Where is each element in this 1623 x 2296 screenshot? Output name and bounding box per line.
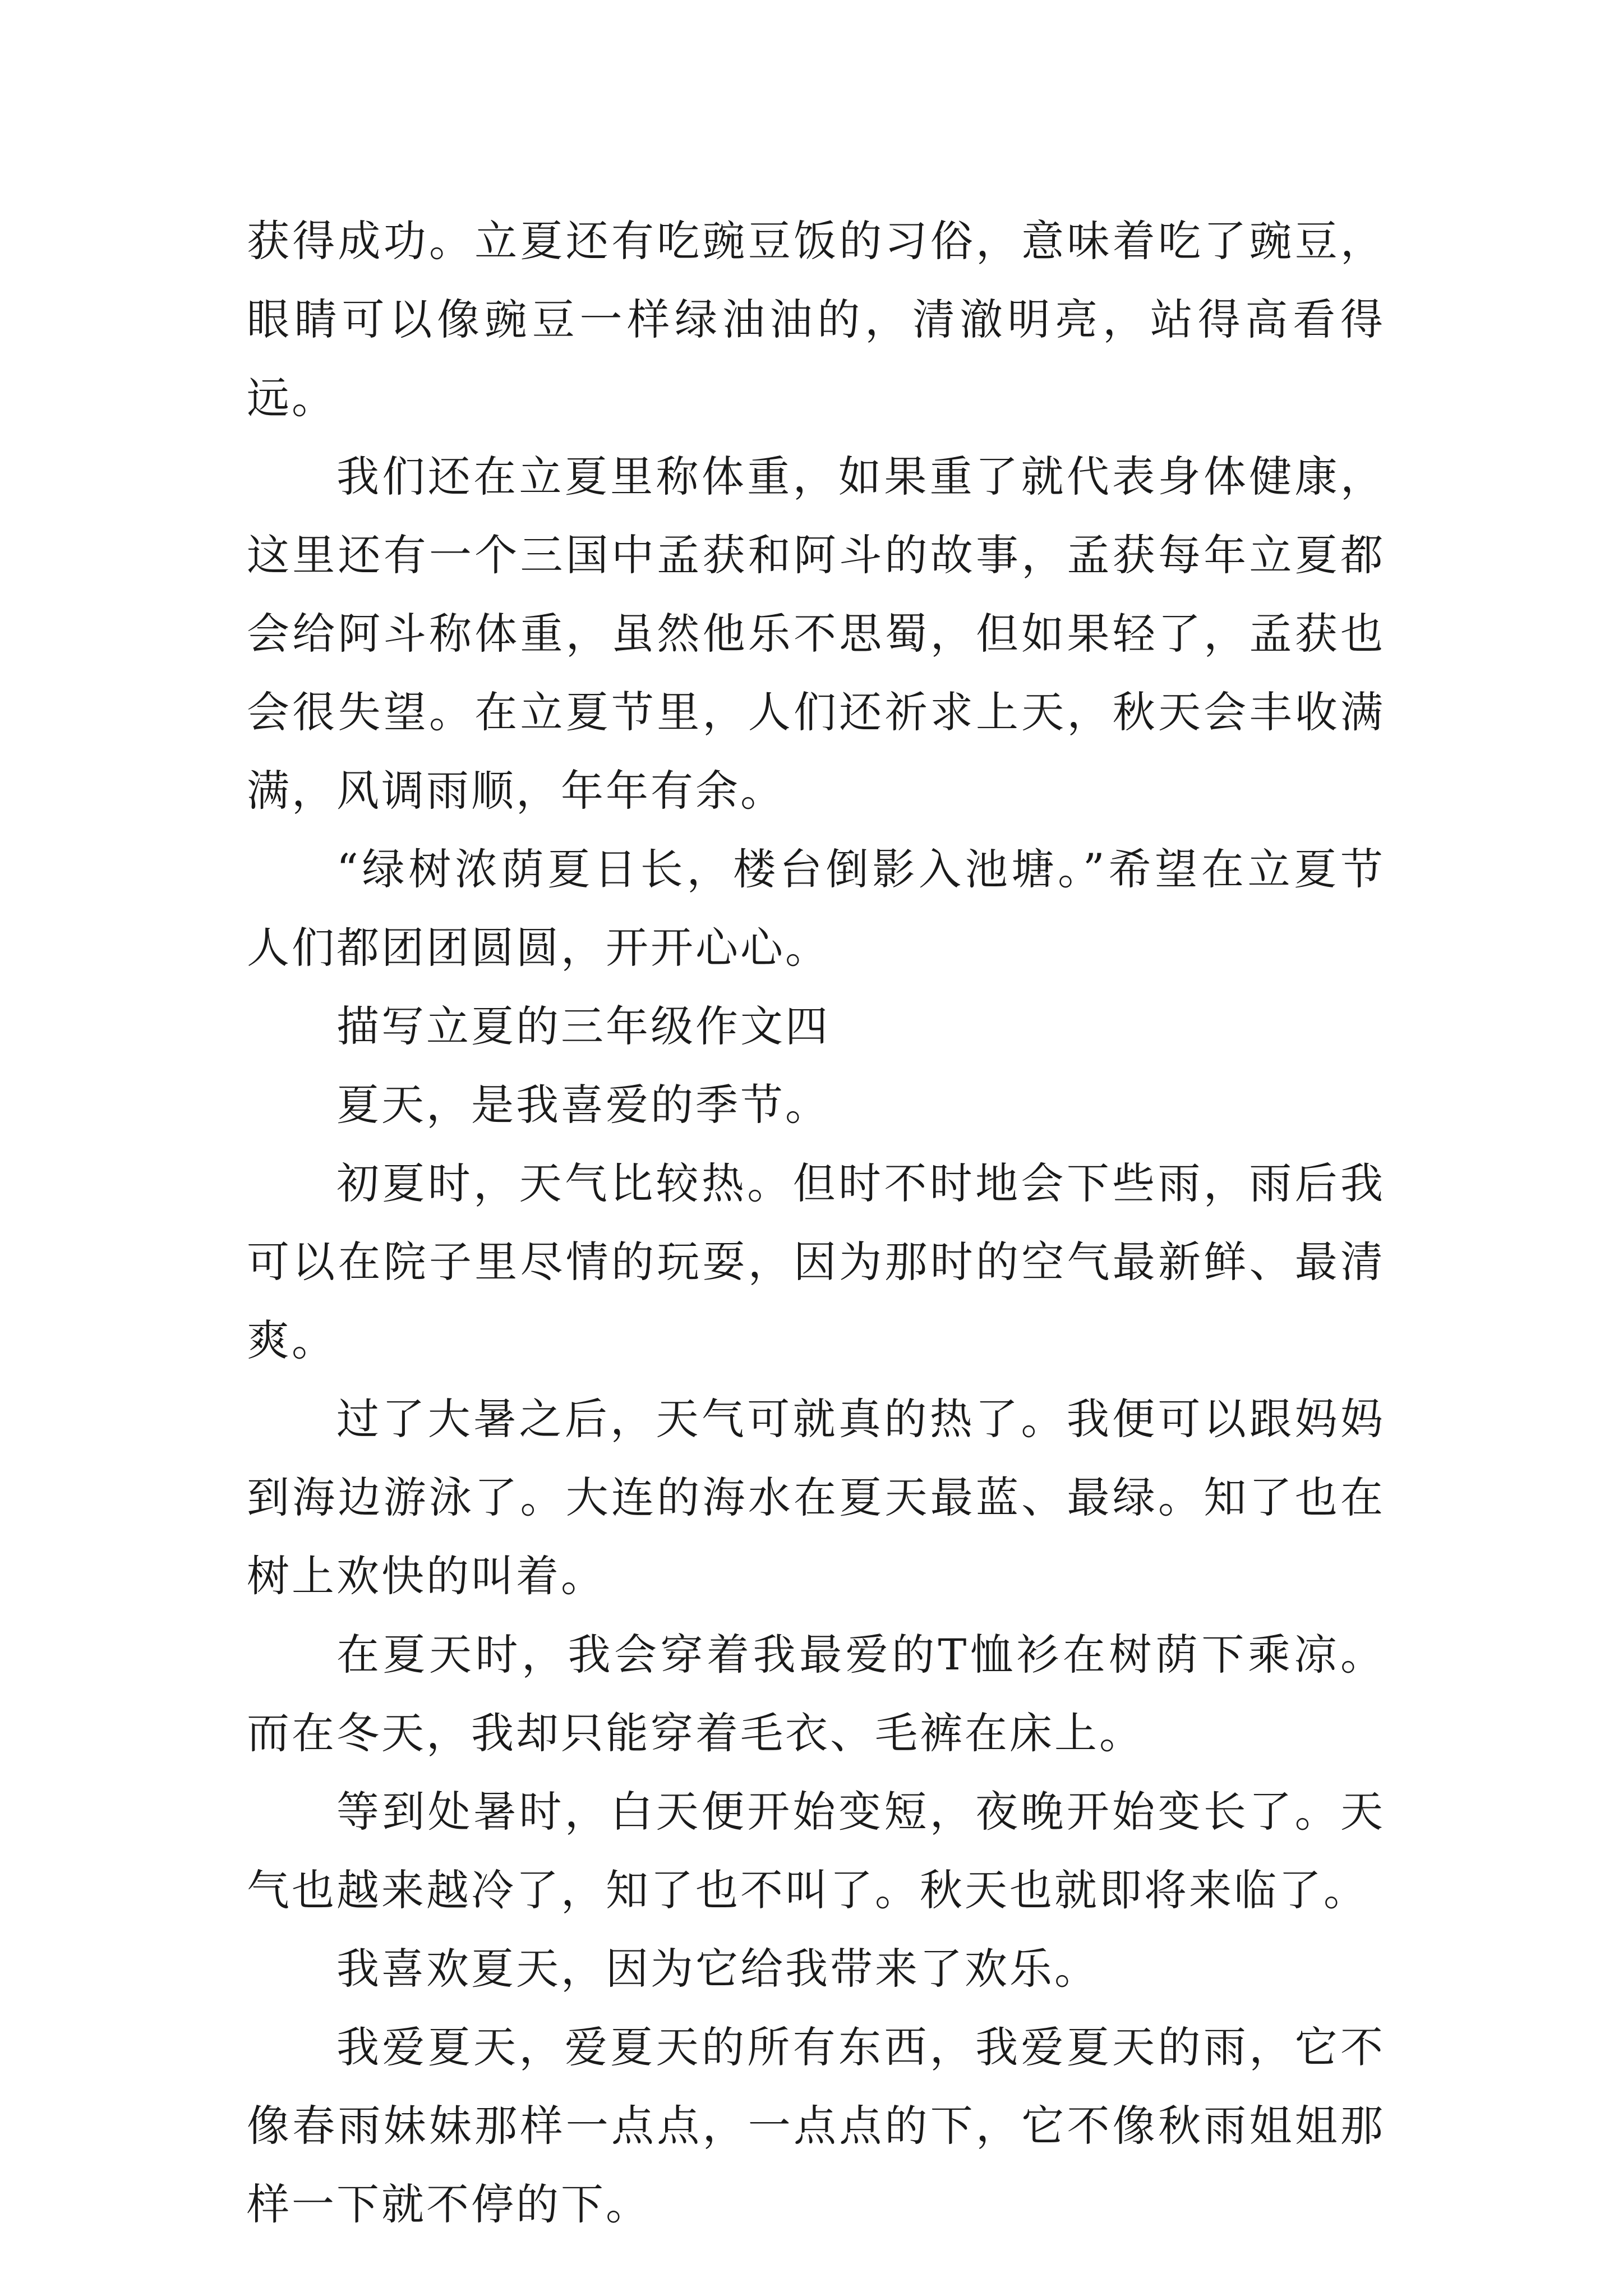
paragraph-10: 我喜欢夏天，因为它给我带来了欢乐。	[336, 1944, 1099, 1994]
paragraph-7: 过了大暑之后，天气可就真的热了。我便可以跟妈妈到海边游泳了。大连的海水在夏天最蓝、最绿。知了也在树上欢快的叫着。	[247, 1394, 1385, 1601]
section-heading: 描写立夏的三年级作文四	[336, 1001, 830, 1051]
paragraph-2: 我们还在立夏里称体重，如果重了就代表身体健康，这里还有一个三国中孟获和阿斗的故事，孟获每年立夏都会给阿斗称体重，虽然他乐不思蜀，但如果轻了，孟获也会很失望。在立夏节里，人们还祈求上天，秋天会丰收满满，风调雨顺，年年有余。	[247, 452, 1385, 816]
paragraph-1: 获得成功。立夏还有吃豌豆饭的习俗，意味着吃了豌豆，眼睛可以像豌豆一样绿油油的，清澈明亮，站得高看得远。	[247, 216, 1385, 423]
paragraph-11: 我爱夏天，爱夏天的所有东西，我爱夏天的雨，它不像春雨妹妹那样一点点，一点点的下，它不像秋雨姐姐那样一下就不停的下。	[247, 2022, 1385, 2229]
paragraph-3: “绿树浓荫夏日长，楼台倒影入池塘。”希望在立夏节人们都团团圆圆，开开心心。	[247, 844, 1385, 973]
paragraph-6: 初夏时，天气比较热。但时不时地会下些雨，雨后我可以在院子里尽情的玩耍，因为那时的空气最新鲜、最清爽。	[247, 1158, 1385, 1365]
paragraph-5: 夏天，是我喜爱的季节。	[336, 1080, 830, 1130]
document-body	[247, 202, 1385, 2244]
paragraph-8: 在夏天时，我会穿着我最爱的T恤衫在树荫下乘凉。而在冬天，我却只能穿着毛衣、毛裤在床上。	[247, 1630, 1385, 1758]
paragraph-9: 等到处暑时，白天便开始变短，夜晚开始变长了。天气也越来越冷了，知了也不叫了。秋天也就即将来临了。	[247, 1787, 1385, 1915]
